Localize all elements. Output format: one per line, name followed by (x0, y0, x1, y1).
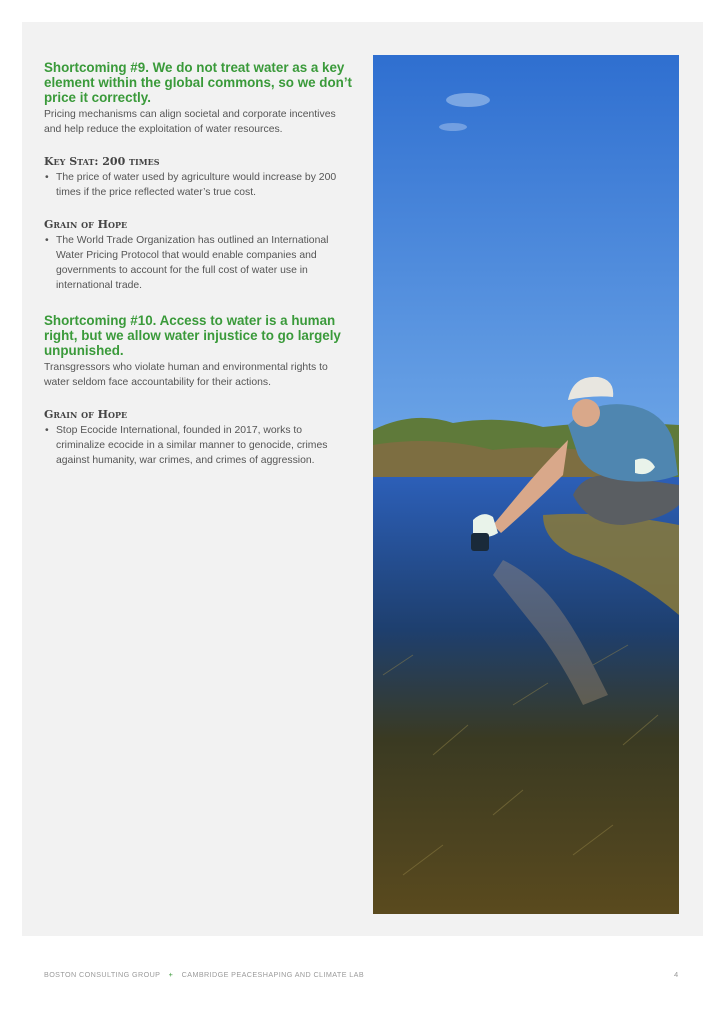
section-9-heading: Shortcoming #9. We do not treat water as a key element within the global commons, so we don’t price it correctly. (44, 60, 353, 105)
footer-right: CAMBRIDGE PEACESHAPING AND CLIMATE LAB (181, 970, 365, 979)
grain-of-hope-bullet-10: • Stop Ecocide International, founded in 2017, works to criminalize ecocide in a similar manner to genocide, crimes against humanity, war crimes, and crimes of aggression. (44, 423, 352, 468)
footer-separator: + (168, 970, 174, 979)
footer-left: BOSTON CONSULTING GROUP (44, 970, 161, 979)
water-sampling-photo (373, 55, 679, 914)
grain-of-hope-list-9 (44, 233, 352, 293)
grain-of-hope-bullet-9: • The World Trade Organization has outlined an International Water Pricing Protocol that would enable companies and governments to account for the full cost of water use in international trade. (44, 233, 352, 293)
footer (44, 970, 364, 979)
key-stat-list (44, 170, 352, 200)
key-stat-label: Key Stat: 200 times (44, 155, 160, 168)
grain-of-hope-label-9: Grain of Hope (44, 218, 128, 231)
grain-of-hope-list-10 (44, 423, 352, 468)
section-10-heading: Shortcoming #10. Access to water is a human right, but we allow water injustice to go largely unpunished. (44, 313, 341, 358)
section-10-intro: Transgressors who violate human and environmental rights to water seldom face accountability for their actions. (44, 362, 328, 388)
text-column (44, 60, 352, 468)
grain-of-hope-label-10: Grain of Hope (44, 408, 128, 421)
key-stat-bullet: • The price of water used by agriculture would increase by 200 times if the price reflected water’s true cost. (44, 170, 352, 200)
section-9-intro: Pricing mechanisms can align societal and corporate incentives and help reduce the exploitation of water resources. (44, 109, 336, 135)
page-number: 4 (674, 970, 679, 979)
